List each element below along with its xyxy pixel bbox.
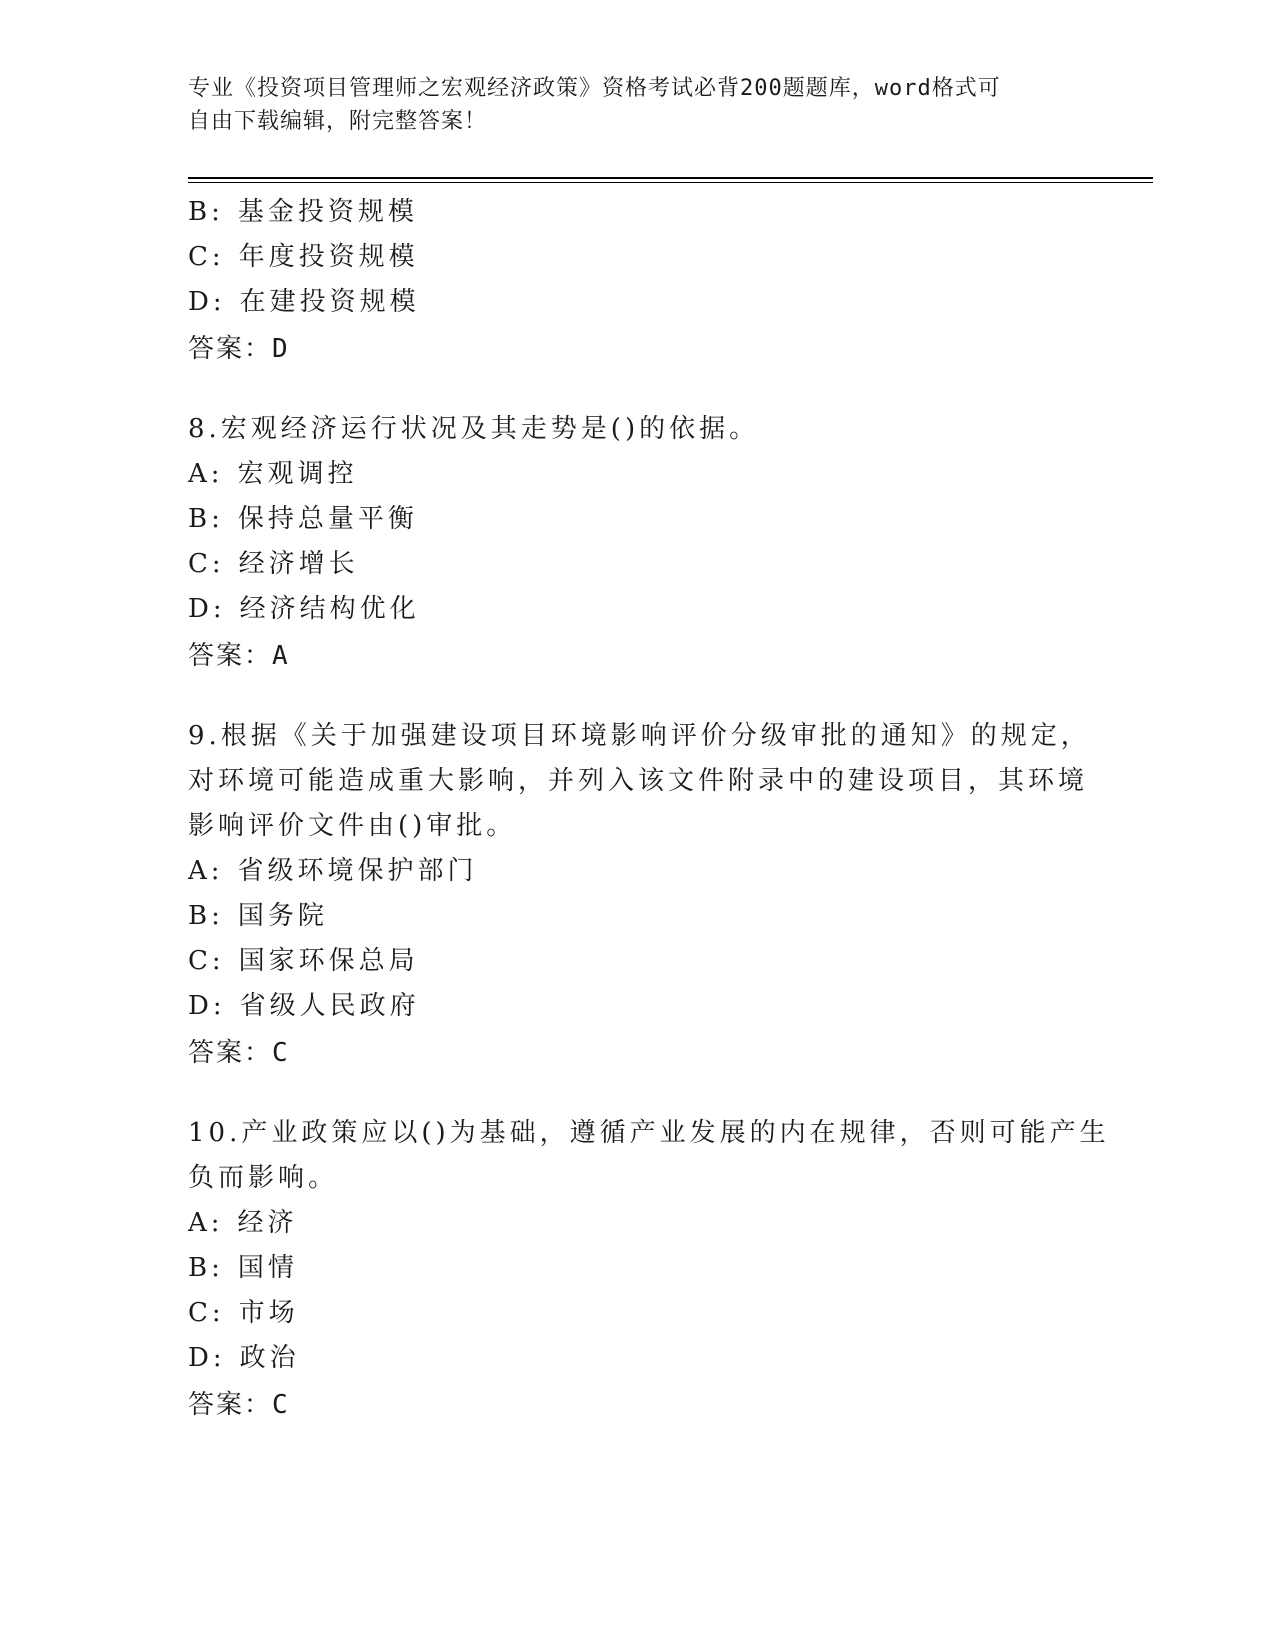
question-9 [188, 714, 1091, 1077]
page-header [188, 72, 1068, 138]
option-key: D: [188, 594, 226, 624]
option-text: 宏观调控 [237, 459, 358, 489]
option-b [188, 497, 1088, 542]
header-line-1: 专业《投资项目管理师之宏观经济政策》资格考试必背200题题库，word格式可 [188, 76, 1001, 101]
option-key: D: [188, 991, 226, 1021]
header-line-2: 自由下载编辑，附完整答案！ [188, 109, 488, 134]
question-stem-line-3: 影响评价文件由()审批。 [188, 811, 517, 841]
question-stem-line-2: 对环境可能造成重大影响，并列入该文件附录中的建设项目，其环境 [188, 766, 1089, 796]
question-10 [188, 1111, 1110, 1429]
header-divider-thin [188, 182, 1153, 183]
answer-label: 答案： [188, 1390, 273, 1420]
answer-value: D [272, 334, 290, 364]
option-text: 在建投资规模 [239, 287, 420, 317]
document-body [188, 190, 1110, 1429]
option-key: A: [188, 1208, 224, 1238]
option-key: D: [188, 1343, 226, 1373]
option-a [188, 1201, 1088, 1246]
answer-line [188, 632, 1088, 680]
option-c [188, 235, 1088, 280]
option-text: 国务院 [237, 901, 328, 931]
answer-value: C [272, 1390, 290, 1420]
option-a [188, 849, 1088, 894]
answer-line [188, 325, 1088, 373]
option-text: 国家环保总局 [238, 946, 419, 976]
option-c [188, 1291, 1088, 1336]
option-d [188, 1336, 1088, 1381]
option-key: B: [188, 901, 224, 931]
option-d [188, 984, 1088, 1029]
answer-value: A [272, 641, 290, 671]
option-key: C: [188, 1298, 225, 1328]
option-key: D: [188, 287, 226, 317]
question-stem: 8.宏观经济运行状况及其走势是()的依据。 [188, 414, 760, 444]
option-text: 基金投资规模 [237, 197, 418, 227]
option-text: 市场 [238, 1298, 299, 1328]
option-text: 省级人民政府 [239, 991, 420, 1021]
answer-value: C [272, 1038, 290, 1068]
option-text: 经济增长 [238, 549, 359, 579]
option-key: B: [188, 1253, 224, 1283]
option-key: C: [188, 242, 225, 272]
question-stem-line-1: 9.根据《关于加强建设项目环境影响评价分级审批的通知》的规定， [188, 721, 1091, 751]
option-a [188, 452, 1088, 497]
question-7-continuation [188, 190, 1088, 373]
option-c [188, 542, 1088, 587]
option-text: 国情 [237, 1253, 298, 1283]
option-key: B: [188, 197, 224, 227]
option-text: 政治 [239, 1343, 300, 1373]
question-8 [188, 407, 1088, 680]
option-d [188, 587, 1088, 632]
option-text: 经济结构优化 [239, 594, 420, 624]
option-text: 省级环境保护部门 [237, 856, 478, 886]
answer-line [188, 1381, 1088, 1429]
answer-label: 答案： [188, 1038, 273, 1068]
option-b [188, 894, 1088, 939]
option-d [188, 280, 1088, 325]
option-b [188, 1246, 1088, 1291]
answer-line [188, 1029, 1088, 1077]
option-text: 经济 [237, 1208, 298, 1238]
header-divider [188, 177, 1153, 179]
option-text: 保持总量平衡 [237, 504, 418, 534]
answer-label: 答案： [188, 641, 273, 671]
option-key: C: [188, 946, 225, 976]
option-key: C: [188, 549, 225, 579]
question-stem-line-1: 10.产业政策应以()为基础，遵循产业发展的内在规律，否则可能产生 [188, 1118, 1110, 1148]
option-c [188, 939, 1088, 984]
option-text: 年度投资规模 [238, 242, 419, 272]
option-b [188, 190, 1088, 235]
option-key: B: [188, 504, 224, 534]
option-key: A: [188, 459, 224, 489]
answer-label: 答案： [188, 334, 273, 364]
option-key: A: [188, 856, 224, 886]
question-stem-line-2: 负而影响。 [188, 1163, 339, 1193]
